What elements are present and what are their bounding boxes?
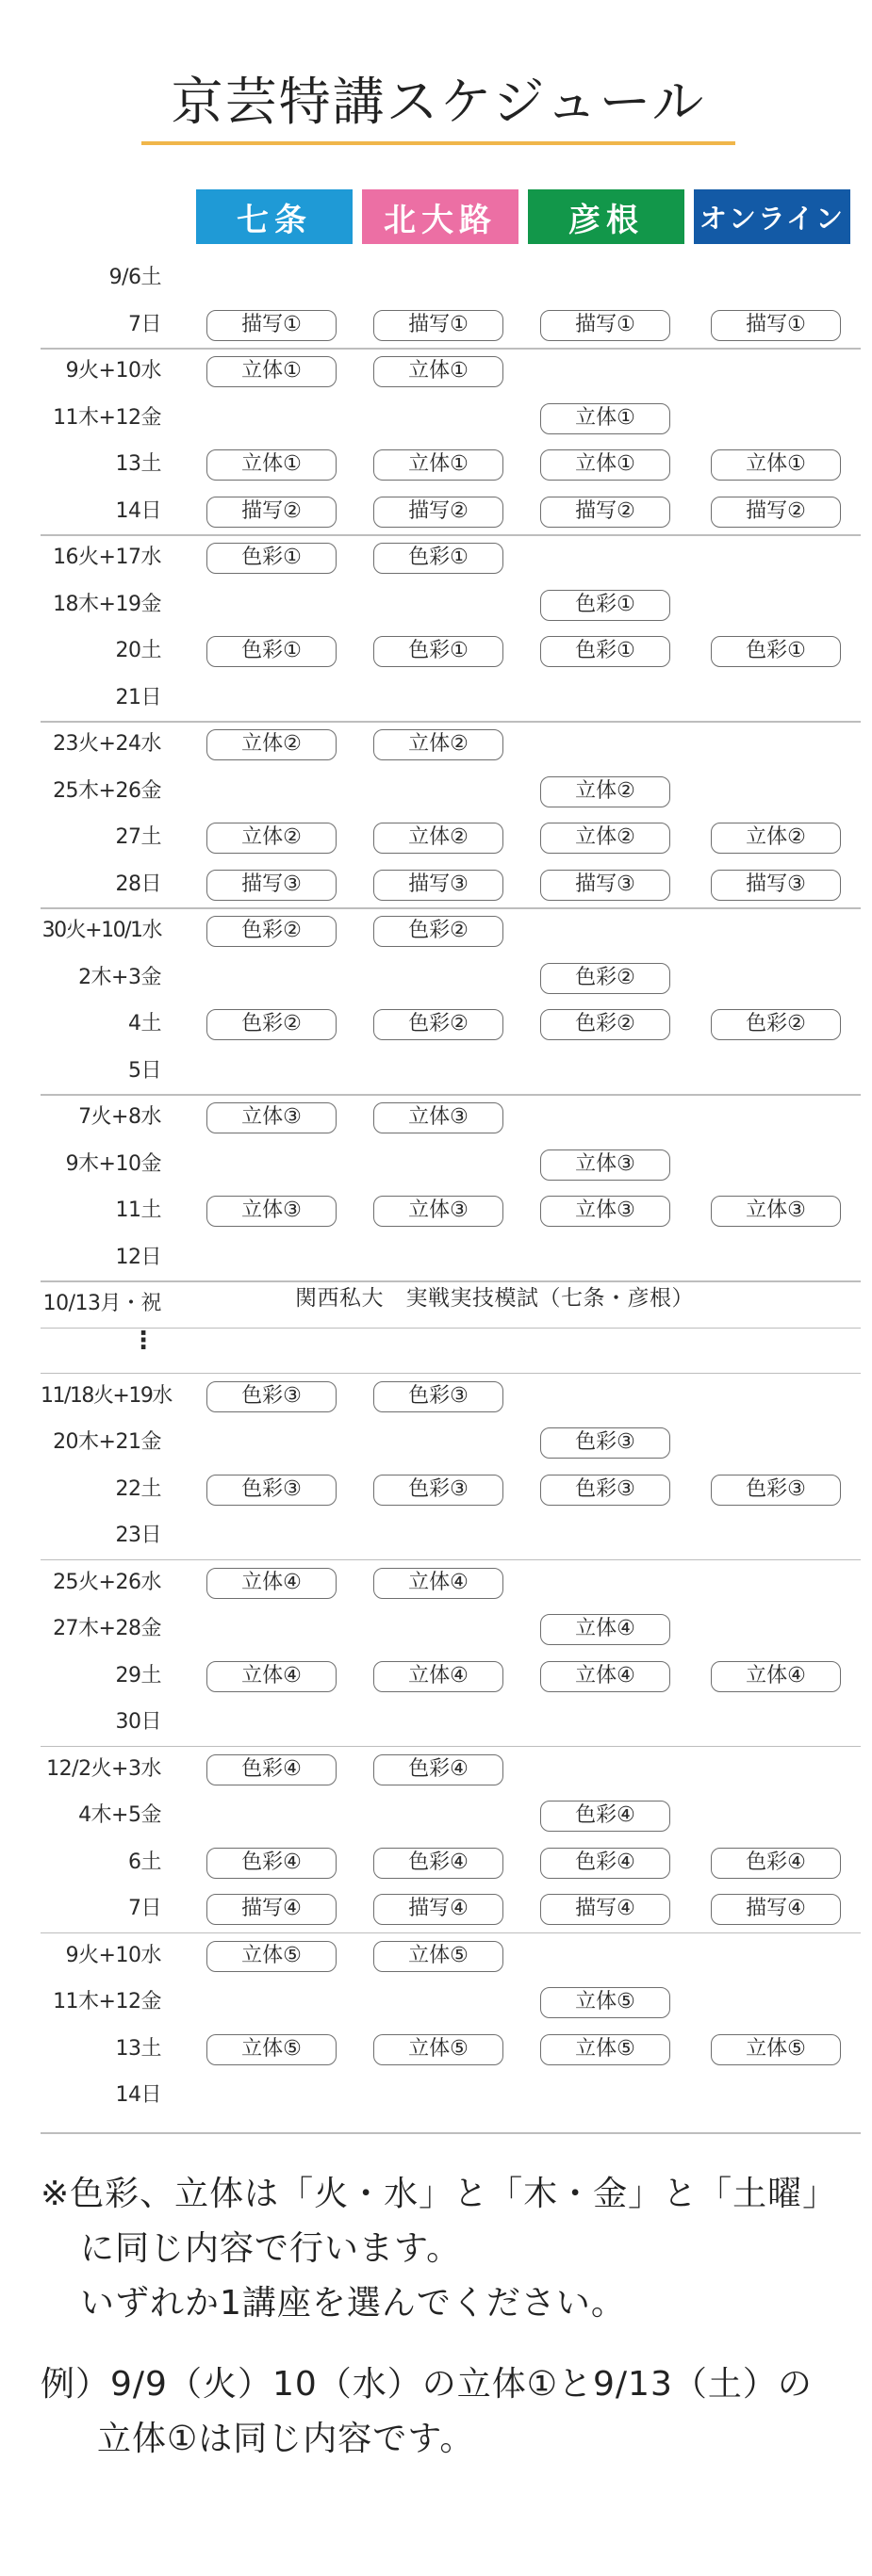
row-date: 10/13月・祝 [42,1292,161,1315]
row-date: 7火+8水 [78,1105,161,1129]
row-date: 23日 [115,1524,161,1547]
class-badge-kitaoji: 描写② [373,497,503,528]
class-badge-shichijo: 描写② [206,497,337,528]
class-badge-hikone: 描写④ [540,1894,670,1925]
class-badge-shichijo: 色彩③ [206,1381,337,1412]
schedule-row [41,1746,861,1793]
row-date: 27土 [115,825,161,849]
schedule-row [41,302,861,349]
class-badge-shichijo: 色彩④ [206,1848,337,1879]
schedule-row [41,675,861,722]
row-date: 21日 [115,685,161,709]
row-date: 25火+26水 [53,1570,161,1594]
schedule-row [41,488,861,535]
class-badge-hikone: 立体② [540,823,670,854]
schedule-row [41,1699,861,1746]
class-badge-hikone: 立体② [540,776,670,807]
row-date: 27木+28金 [53,1617,161,1640]
class-badge-hikone: 描写① [540,310,670,341]
class-badge-kitaoji: 立体① [373,449,503,481]
row-date: 28日 [115,872,161,896]
class-badge-online: 色彩② [711,1009,841,1040]
class-badge-shichijo: 立体④ [206,1568,337,1599]
note-line-3: いずれか1講座を選んでください。 [80,2284,626,2323]
schedule-row [41,1094,861,1141]
schedule-row [41,1187,861,1234]
class-badge-hikone: 立体③ [540,1196,670,1227]
class-badge-hikone: 色彩④ [540,1801,670,1832]
row-date: 23火+24水 [53,732,161,756]
class-badge-online: 立体② [711,823,841,854]
class-badge-hikone: 色彩④ [540,1848,670,1879]
class-badge-online: 色彩④ [711,1848,841,1879]
class-badge-kitaoji: 立体③ [373,1196,503,1227]
row-date: 7日 [128,1897,161,1920]
schedule-row [41,1512,861,1559]
schedule-row [41,534,861,581]
note-example-line-2: 立体①は同じ内容です。 [97,2420,475,2458]
class-badge-shichijo: 立体① [206,449,337,481]
schedule-row [41,1466,861,1513]
class-badge-shichijo: 描写① [206,310,337,341]
event-note: 関西私大 実戦実技模試（七条・彦根） [295,1286,694,1311]
branch-header-hikone: 彦根 [528,189,684,244]
row-date: 29土 [115,1663,161,1687]
schedule-row [41,721,861,768]
class-badge-online: 色彩③ [711,1475,841,1506]
class-badge-shichijo: 色彩② [206,1009,337,1040]
row-date: 30日 [115,1710,161,1734]
class-badge-shichijo: 色彩④ [206,1754,337,1785]
class-badge-kitaoji: 立体① [373,356,503,387]
row-date: 18木+19金 [53,592,161,616]
row-date: 20木+21金 [53,1430,161,1454]
class-badge-shichijo: 立体③ [206,1102,337,1133]
class-badge-kitaoji: 立体⑤ [373,2034,503,2065]
class-badge-hikone: 色彩② [540,963,670,994]
row-date: 9火+10水 [65,1943,161,1967]
schedule-row [41,814,861,861]
header [0,57,872,160]
class-badge-shichijo: 立体② [206,729,337,760]
class-badge-kitaoji: 立体③ [373,1102,503,1133]
class-badge-shichijo: 描写③ [206,870,337,901]
row-date: 11/18火+19水 [41,1383,172,1408]
class-badge-kitaoji: 描写③ [373,870,503,901]
class-badge-online: 色彩① [711,636,841,667]
class-badge-shichijo: 立体⑤ [206,2034,337,2065]
row-date: 22土 [115,1476,161,1501]
class-badge-hikone: 立体① [540,403,670,434]
class-badge-hikone: 描写② [540,497,670,528]
note-line-2: に同じ内容で行います。 [80,2229,462,2268]
row-date: 13土 [115,452,161,476]
schedule-row [41,1001,861,1048]
schedule-row [41,1653,861,1700]
schedule-row [41,1234,861,1281]
class-badge-online: 描写③ [711,870,841,901]
row-date: 4土 [128,1012,161,1035]
class-badge-kitaoji: 描写④ [373,1894,503,1925]
schedule-row [41,395,861,442]
row-date: 16火+17水 [53,546,161,569]
schedule-row [41,907,861,954]
schedule-row [41,768,861,815]
row-date: 14日 [115,498,161,523]
row-date: 12/2火+3水 [46,1756,161,1781]
class-badge-online: 描写④ [711,1894,841,1925]
schedule-row [41,2026,861,2073]
class-badge-kitaoji: 色彩④ [373,1848,503,1879]
row-date: 9火+10水 [65,359,161,383]
title-underline [141,141,735,145]
schedule-row [41,2072,861,2119]
class-badge-online: 描写② [711,497,841,528]
class-badge-online: 立体⑤ [711,2034,841,2065]
table-bottom-divider [41,2132,861,2134]
branch-header-kitaoji: 北大路 [362,189,518,244]
schedule-row [41,581,861,628]
schedule-row [41,441,861,488]
class-badge-hikone: 描写③ [540,870,670,901]
schedule-row [41,1979,861,2026]
class-badge-kitaoji: 色彩② [373,1009,503,1040]
class-badge-kitaoji: 色彩④ [373,1754,503,1785]
row-date: 11木+12金 [53,1990,161,2014]
class-badge-shichijo: 立体⑤ [206,1941,337,1972]
class-badge-shichijo: 色彩① [206,543,337,574]
class-badge-hikone: 立体④ [540,1614,670,1645]
class-badge-kitaoji: 立体② [373,823,503,854]
class-badge-shichijo: 色彩③ [206,1475,337,1506]
class-badge-hikone: 立体① [540,449,670,481]
schedule-row [41,1839,861,1886]
class-badge-hikone: 立体⑤ [540,2034,670,2065]
schedule-row [41,861,861,908]
row-date: 11木+12金 [53,405,161,430]
branch-header-shichijo: 七条 [196,189,353,244]
schedule-row [41,1141,861,1188]
class-badge-hikone: 色彩① [540,636,670,667]
page-title: 京芸特講スケジュール [171,72,706,132]
schedule-row [41,1792,861,1839]
ellipsis-row [41,1328,861,1373]
class-badge-hikone: 色彩③ [540,1427,670,1459]
class-badge-hikone: 立体⑤ [540,1987,670,2018]
row-date: 13土 [115,2036,161,2061]
class-badge-kitaoji: 立体⑤ [373,1941,503,1972]
row-date: 4木+5金 [78,1803,161,1827]
class-badge-shichijo: 立体④ [206,1661,337,1692]
class-badge-kitaoji: 描写① [373,310,503,341]
class-badge-kitaoji: 立体④ [373,1568,503,1599]
row-date: 9木+10金 [65,1151,161,1176]
class-badge-shichijo: 立体② [206,823,337,854]
class-badge-kitaoji: 色彩② [373,916,503,947]
class-badge-shichijo: 描写④ [206,1894,337,1925]
class-badge-hikone: 立体④ [540,1661,670,1692]
row-date: 25木+26金 [53,778,161,803]
schedule-row [41,1419,861,1466]
row-date: 11土 [115,1198,161,1222]
class-badge-online: 立体① [711,449,841,481]
schedule-row [41,1559,861,1606]
class-badge-kitaoji: 立体④ [373,1661,503,1692]
schedule-row [41,1373,861,1420]
class-badge-online: 描写① [711,310,841,341]
class-badge-shichijo: 色彩② [206,916,337,947]
class-badge-hikone: 色彩① [540,590,670,621]
schedule-row [41,954,861,1002]
class-badge-kitaoji: 色彩③ [373,1475,503,1506]
schedule-row [41,254,861,302]
branch-header-online: オンライン [694,189,850,244]
class-badge-kitaoji: 色彩① [373,636,503,667]
row-date: 7日 [128,312,161,336]
class-badge-shichijo: 立体① [206,356,337,387]
class-badge-online: 立体③ [711,1196,841,1227]
class-badge-hikone: 立体③ [540,1149,670,1181]
class-badge-online: 立体④ [711,1661,841,1692]
class-badge-shichijo: 色彩① [206,636,337,667]
note-example-line-1: 例）9/9（火）10（水）の立体①と9/13（土）の [41,2365,813,2404]
note-line-1: ※色彩、立体は「火・水」と「木・金」と「土曜」 [41,2175,838,2213]
row-date: 30火+10/1水 [41,919,161,942]
schedule-row [41,1932,861,1980]
row-date: 9/6土 [108,266,161,289]
row-date: 5日 [128,1058,161,1083]
row-date: 12日 [115,1245,161,1269]
vertical-ellipsis: ⋮ [131,1326,156,1355]
class-badge-hikone: 色彩③ [540,1475,670,1506]
class-badge-kitaoji: 色彩③ [373,1381,503,1412]
row-date: 2木+3金 [78,965,161,989]
row-date: 14日 [115,2083,161,2107]
schedule-row [41,628,861,675]
schedule-row [41,1048,861,1095]
class-badge-kitaoji: 立体② [373,729,503,760]
schedule-row [41,1606,861,1653]
schedule-row [41,1885,861,1932]
row-date: 20土 [115,639,161,662]
schedule-row [41,1280,861,1328]
class-badge-hikone: 色彩② [540,1009,670,1040]
class-badge-shichijo: 立体③ [206,1196,337,1227]
row-date: 6土 [128,1850,161,1874]
schedule-row [41,348,861,395]
class-badge-kitaoji: 色彩① [373,543,503,574]
